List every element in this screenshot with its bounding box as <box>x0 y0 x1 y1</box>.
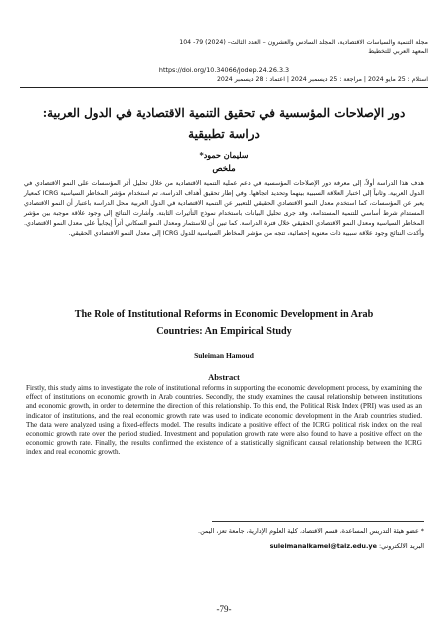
author-affiliation-footnote: * عضو هيئة التدريس المساعدة، قسم الاقتصاد، كلية العلوم الإدارية، جامعة تعز، اليمن. <box>198 527 424 535</box>
arabic-title-line2: دراسة تطبيقية <box>188 127 260 141</box>
english-abstract-heading: Abstract <box>208 372 240 382</box>
english-title-line1: The Role of Institutional Reforms in Economic Development in Arab <box>74 309 374 320</box>
arabic-abstract-heading: ملخص <box>212 164 236 174</box>
submission-dates: استلام : 25 مايو 2024 | مراجعة : 25 ديسمبر 2024 | اعتماد : 28 ديسمبر 2024 <box>216 76 428 83</box>
arabic-title <box>20 103 428 145</box>
english-author: Suleiman Hamoud <box>194 351 254 360</box>
arabic-author: سليمان حمود* <box>199 150 249 160</box>
english-abstract: Firstly, this study aims to investigate the role of institutional reforms in supporting the economic development process, by examining the effect of institutions on economic growth in Arab countries. Secondly, the study examines the causal relationship between institutions and economic growth, in order to determine the direction of this relationship. To this end, the Political Risk Index (PRI) was used as an indicator of institutions, and the real economic growth rate was used to indicate economic development in the Arab countries studied. The data were analyzed using a fixed-effects model. The results indicate a positive effect of the ICRG political risk index on the real economic growth rate over the period studied. Investment and population growth rate were also found to have a positive effect on the economic growth rate. Finally, the results confirmed the existence of a statistically significant causal relationship between the ICRG index and real economic growth. <box>26 384 422 457</box>
header-divider <box>20 87 428 88</box>
author-email-footnote <box>20 542 424 550</box>
doi-link[interactable]: https://doi.org/10.34066/jodep.24.26.3.3 <box>158 66 290 74</box>
author-email[interactable]: suleimanalkamel@taiz.edu.ye <box>269 542 377 550</box>
journal-publisher: المعهد العربي للتخطيط <box>368 48 428 55</box>
arabic-abstract: هدف هذا الدراسة أولاً، إلى معرفة دور الإصلاحات المؤسسية في دعم عملية التنمية الاقتصادية من خلال تحليل أثر المؤسسات على النمو الاقتصادي في الدول العربية. وثانياً إلى اختبار العلاقة السببية بينهما وتحديد اتجاهها. وفي إطار تحقيق أهداف الدراسة، تم استخدام مؤشر المخاطر السياسية ICRG كمعيار يعبر عن المؤسسات، كما استخدم معدل النمو الاقتصادي الحقيقي للتعبير عن التنمية الاقتصادية في الدول العربية محل الدراسة باعتبار أن النمو الاقتصادي المستدام شرط أساسي للتنمية المستدامة، وقد جرى تحليل البيانات باستخدام نموذج التأثيرات الثابتة. وأشارت النتائج إلى وجود علاقة موجبة بين مؤشر المخاطر السياسية ومعدل النمو الاقتصادي الحقيقي خلال فترة الدراسة. كما تبين أن للاستثمار ومعدل النمو السكاني أثراً إيجابياً على معدل النمو الاقتصادي. وأكدت النتائج وجود علاقة سببية ذات معنوية إحصائية، تتجه من مؤشر المخاطر السياسية للدول ICRG إلى معدل النمو الاقتصادي الحقيقي. <box>24 180 424 237</box>
english-title <box>30 306 418 340</box>
english-title-line2: Countries: An Empirical Study <box>156 326 292 337</box>
footnote-divider <box>212 521 424 522</box>
arabic-title-line1: دور الإصلاحات المؤسسية في تحقيق التنمية الاقتصادية في الدول العربية: <box>42 106 406 120</box>
journal-header <box>20 38 428 83</box>
email-label: البريد الالكتروني: <box>378 542 424 550</box>
page-number: -79- <box>216 604 232 614</box>
journal-citation: مجلة التنمية والسياسات الاقتصادية، المجلد السادس والعشرون – العدد الثالث– (2024) 79- 104 <box>179 39 428 46</box>
